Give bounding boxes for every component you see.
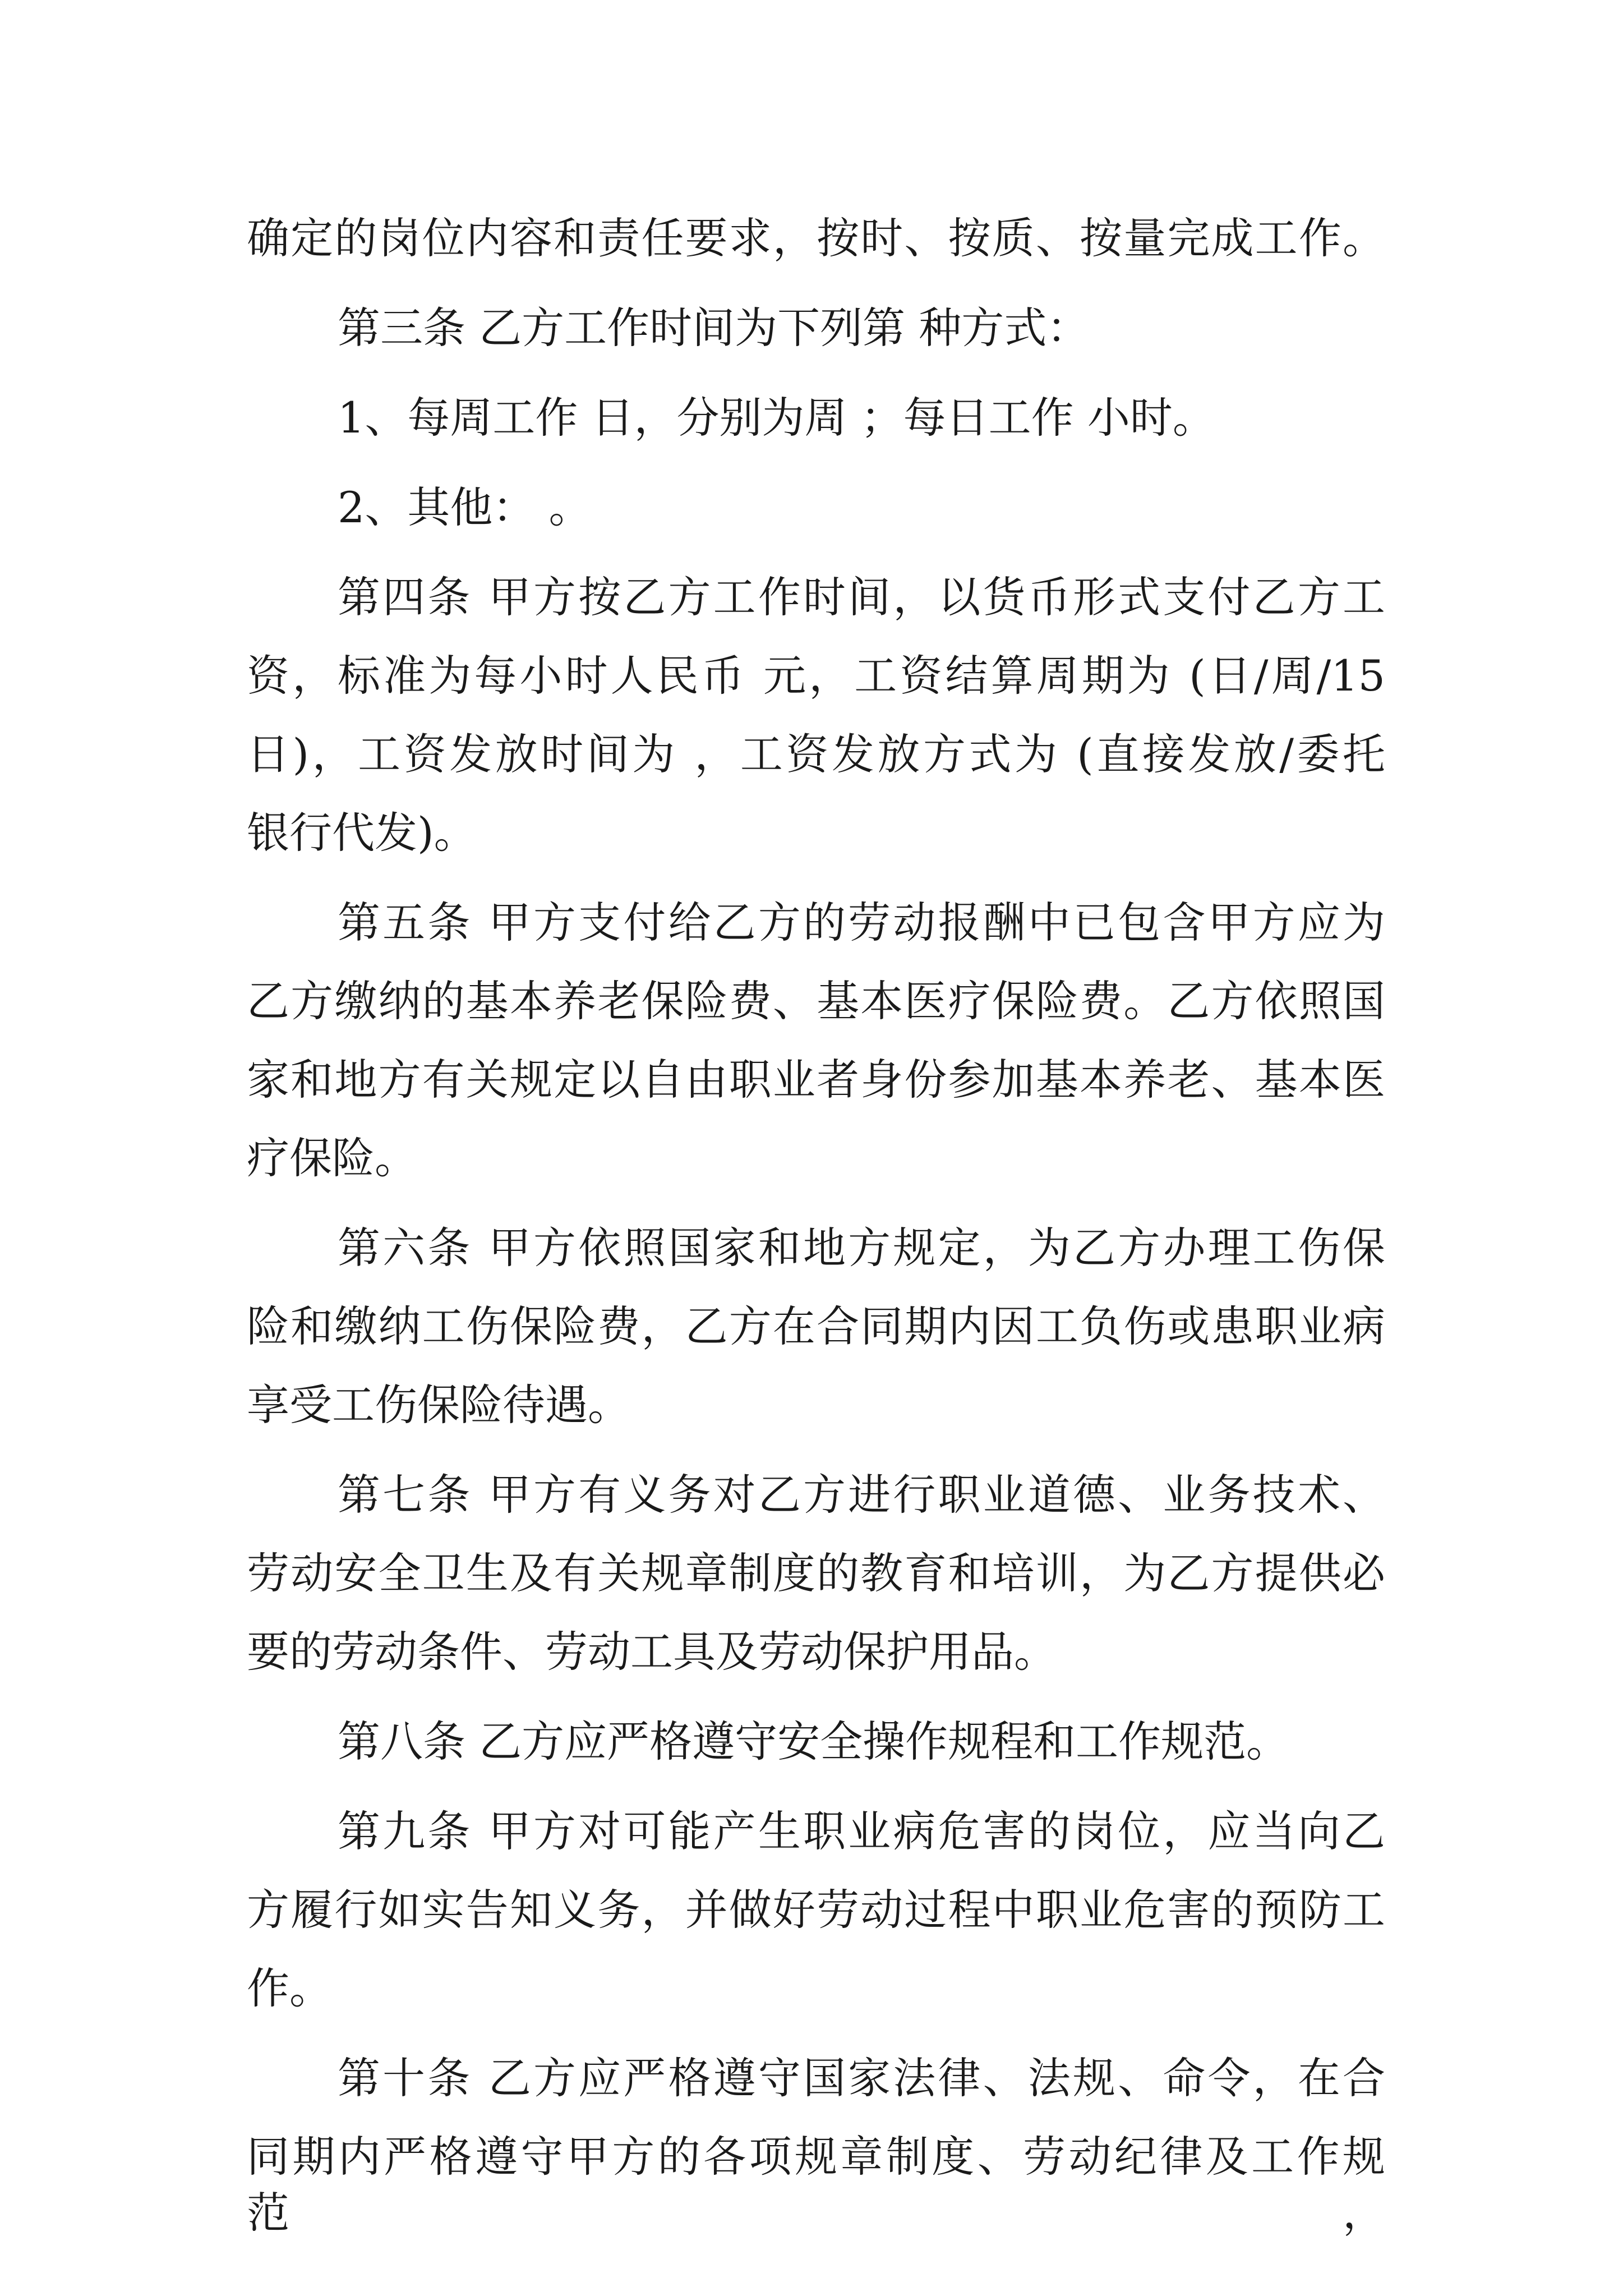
text-line: 资，标准为每小时人民币 元，工资结算周期为 (日/周/15 [247,651,1385,701]
article-4-start: 第四条 甲方按乙方工作时间，以货币形式支付乙方工 [338,572,1385,622]
text-line: 2、其他： 。 [338,482,592,532]
text-line: 要的劳动条件、劳动工具及劳动保护用品。 [247,1627,1057,1677]
article-8: 第八条 乙方应严格遵守安全操作规程和工作规范。 [338,1717,1289,1766]
article-7-start: 第七条 甲方有义务对乙方进行职业道德、业务技术、 [338,1470,1385,1520]
text-line: 同期内严格遵守甲方的各项规章制度、劳动纪律及工作规范， [247,2132,1385,2238]
article-5-start: 第五条 甲方支付给乙方的劳动报酬中已包含甲方应为 [338,898,1385,947]
article-10-start: 第十条 乙方应严格遵守国家法律、法规、命令，在合 [338,2053,1385,2103]
text-line: 日)，工资发放时间为 ，工资发放方式为 (直接发放/委托 [247,729,1385,779]
article-9-start: 第九条 甲方对可能产生职业病危害的岗位，应当向乙 [338,1806,1385,1856]
text-line: 家和地方有关规定以自由职业者身份参加基本养老、基本医 [247,1055,1385,1105]
text-line: 作。 [247,1963,332,2013]
text-line: 确定的岗位内容和责任要求，按时、按质、按量完成工作。 [247,213,1385,263]
text-line: 银行代发)。 [247,808,477,858]
text-line: 享受工伤保险待遇。 [247,1380,630,1430]
article-6-start: 第六条 甲方依照国家和地方规定，为乙方办理工伤保 [338,1223,1385,1273]
text-line: 疗保险。 [247,1133,417,1183]
article-3-heading: 第三条 乙方工作时间为下列第 种方式： [338,303,1090,353]
text-line: 1、每周工作 日，分别为周 ；每日工作 小时。 [338,393,1215,443]
text-line: 劳动安全卫生及有关规章制度的教育和培训，为乙方提供必 [247,1548,1385,1598]
text-line: 险和缴纳工伤保险费，乙方在合同期内因工负伤或患职业病 [247,1301,1385,1351]
text-line: 乙方缴纳的基本养老保险费、基本医疗保险费。乙方依照国 [247,976,1385,1026]
text-line: 方履行如实告知义务，并做好劳动过程中职业危害的预防工 [247,1885,1385,1935]
